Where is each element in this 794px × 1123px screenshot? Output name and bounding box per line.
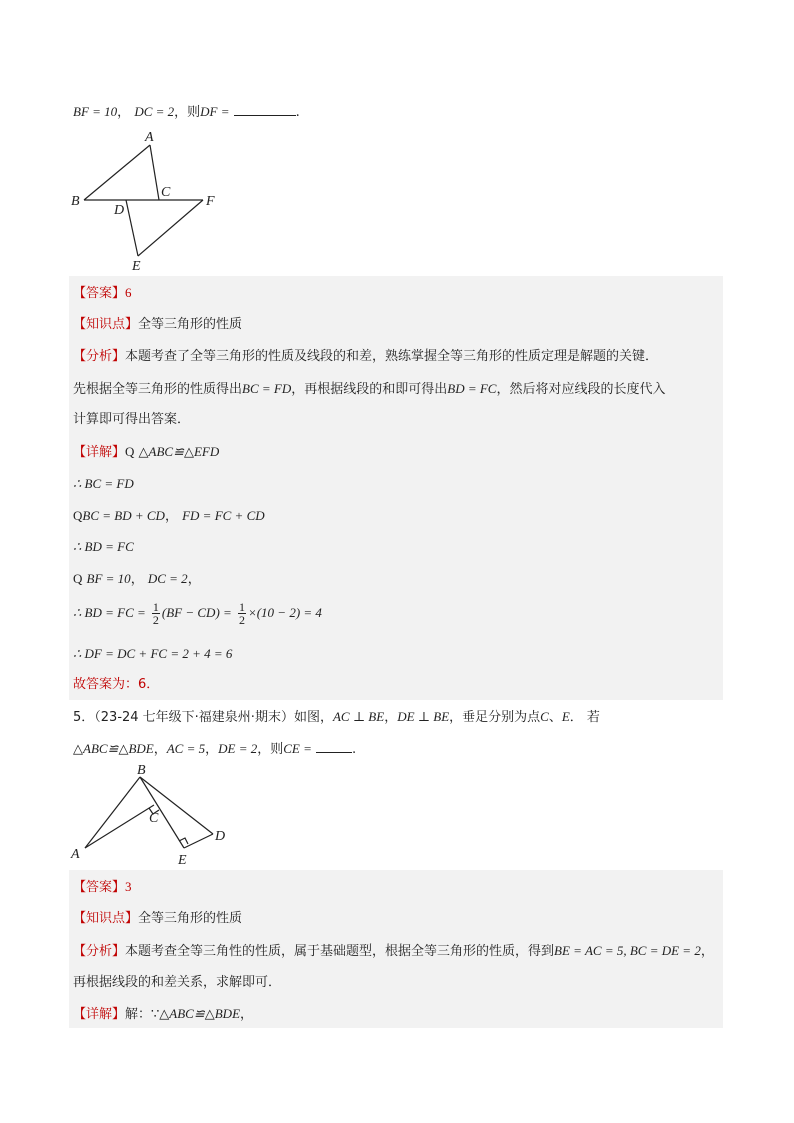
label-A: A <box>71 847 80 862</box>
bf-value: BF = 10 <box>73 104 118 119</box>
q5-header-line: 5．（23-24 七年级下·福建泉州·期末）如图，AC ⊥ BE，DE ⊥ BE，垂足分别为点C、E． 若 <box>73 709 600 725</box>
label-D: D <box>114 203 125 218</box>
segment-DE <box>126 200 138 256</box>
q4-analysis-line1: 【分析】本题考查了全等三角形的性质及线段的和差，熟练掌握全等三角形的性质定理是解题的关键． <box>73 349 659 364</box>
q4-knowledge: 【知识点】全等三角形的性质 <box>73 317 243 332</box>
q4-geometry-figure <box>66 128 226 276</box>
q5-analysis-line2: 再根据线段的和差关系，求解即可． <box>73 975 282 990</box>
q5-knowledge: 【知识点】全等三角形的性质 <box>73 911 243 926</box>
q5-analysis-line1: 【分析】本题考查全等三角性的性质，属于基础题型，根据全等三角形的性质，得到BE = AC = 5, BC = DE = 2， <box>73 943 714 959</box>
dc-value: DC = 2 <box>134 104 175 119</box>
q5-given-line: △ABC≌△BDE，AC = 5，DE = 2，则CE = . <box>73 741 357 757</box>
q4-analysis-line2: 先根据全等三角形的性质得出BC = FD，再根据线段的和即可得出BD = FC，然后将对应线段的长度代入 <box>73 381 666 397</box>
label-D: D <box>215 829 226 844</box>
q4-analysis-line3: 计算即可得出答案． <box>73 412 191 427</box>
fraction-half-2: $\frac{1}{2}$ <box>238 600 245 627</box>
q5-geometry-figure <box>64 762 234 870</box>
label-B: B <box>137 763 146 778</box>
label-E: E <box>178 853 187 868</box>
q4-detail-step1: 【详解】Q △ABC≌△EFD <box>73 444 220 460</box>
q4-detail-step3: QBC = BD + CD， FD = FC + CD <box>73 508 265 524</box>
label-B: B <box>71 194 80 209</box>
label-C: C <box>161 185 171 200</box>
segment-EF <box>138 200 203 256</box>
q5-answer: 【答案】3 <box>73 879 132 895</box>
segment-DE <box>184 834 213 848</box>
df-label: DF = <box>200 104 230 119</box>
q4-detail-step4: ∴ BD = FC <box>73 539 134 554</box>
q4-conclusion: 故答案为：6． <box>73 677 160 692</box>
q4-solution-panel <box>69 276 723 700</box>
label-C: C <box>149 811 159 826</box>
q4-detail-step2: ∴ BC = FD <box>73 476 134 491</box>
segment-AC <box>150 145 159 200</box>
segment-AB <box>85 777 140 848</box>
q5-detail-line: 【详解】解：∵△ABC≌△BDE， <box>73 1006 254 1022</box>
q4-given-line: BF = 10， DC = 2，则DF = . <box>73 104 300 120</box>
q4-answer: 【答案】6 <box>73 285 132 301</box>
segment-AC <box>85 805 154 848</box>
fraction-half-1: $\frac{1}{2}$ <box>152 600 159 627</box>
q4-detail-step5: Q BF = 10， DC = 2， <box>73 571 201 587</box>
answer-blank <box>234 103 296 116</box>
segment-BE <box>140 777 184 848</box>
label-A: A <box>145 130 154 145</box>
label-F: F <box>206 194 215 209</box>
q4-detail-step6: ∴ BD = FC = $\frac{1}{2}$ (BF − CD) = $\frac{1}{2}$ ×(10 − 2) = 4 <box>73 600 322 627</box>
label-E: E <box>132 259 141 274</box>
answer-blank <box>316 740 352 753</box>
segment-AB <box>84 145 150 200</box>
q4-detail-step7: ∴ DF = DC + FC = 2 + 4 = 6 <box>73 646 233 661</box>
